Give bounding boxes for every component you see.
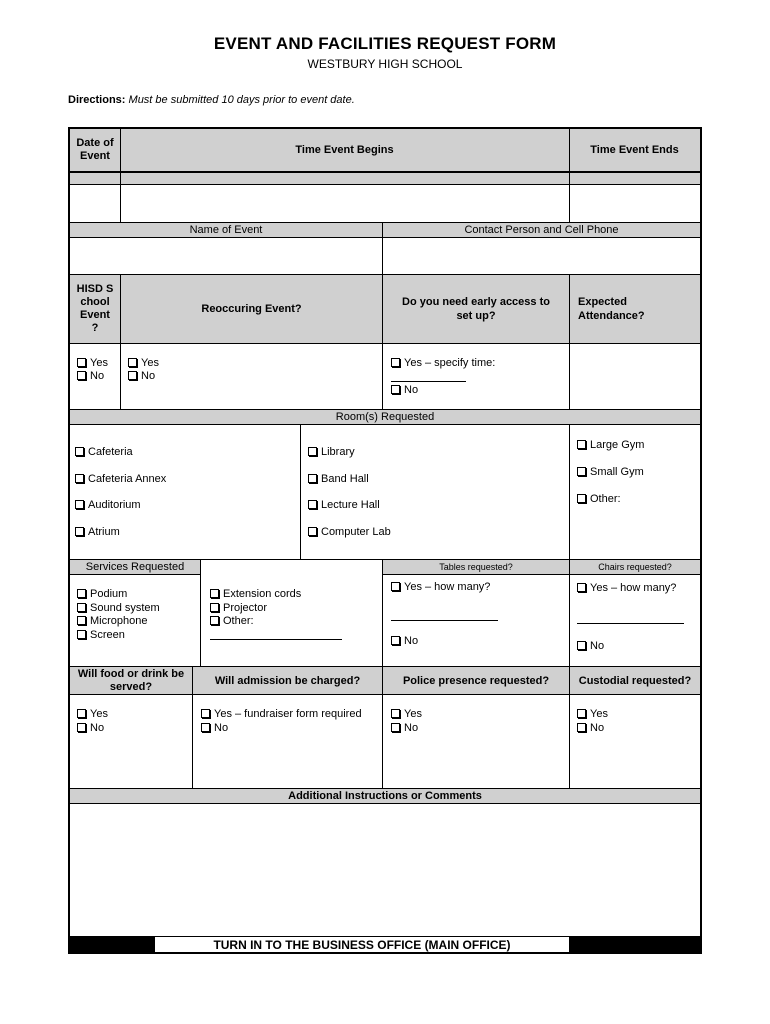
checkbox-icon[interactable] [75, 474, 84, 483]
attendance-field[interactable] [570, 344, 700, 409]
room-lecture-hall[interactable]: Lecture Hall [308, 499, 380, 512]
rule [70, 424, 700, 425]
checkbox-icon[interactable] [577, 709, 586, 718]
checkbox-icon[interactable] [308, 474, 317, 483]
admission-no-option[interactable]: No [201, 722, 228, 735]
rule [70, 574, 200, 575]
rule [120, 129, 121, 222]
rule [382, 666, 383, 788]
custodial-no-option[interactable]: No [577, 722, 604, 735]
checkbox-icon[interactable] [77, 603, 86, 612]
rule [70, 343, 700, 344]
service-other-blank-line[interactable] [210, 639, 342, 640]
checkbox-icon[interactable] [201, 709, 210, 718]
checkbox-icon[interactable] [77, 723, 86, 732]
room-band-hall[interactable]: Band Hall [308, 473, 369, 486]
date-field[interactable] [70, 185, 120, 222]
rule [70, 694, 700, 695]
rule [70, 803, 700, 804]
rule [192, 666, 193, 788]
checkbox-icon[interactable] [77, 358, 86, 367]
police-yes-option[interactable]: Yes [391, 708, 422, 721]
service-sound-system[interactable]: Sound system [77, 602, 160, 615]
early-access-yes-option[interactable]: Yes – specify time: [391, 357, 495, 370]
comments-header: Additional Instructions or Comments [70, 789, 700, 803]
rule [200, 559, 201, 666]
rule [70, 409, 700, 410]
chairs-yes-option[interactable]: Yes – how many? [577, 582, 676, 595]
room-large-gym[interactable]: Large Gym [577, 439, 644, 452]
attendance-header: Expected Attendance? [570, 275, 700, 343]
rule [120, 274, 121, 409]
rule [569, 424, 570, 559]
service-screen[interactable]: Screen [77, 629, 125, 642]
checkbox-icon[interactable] [391, 582, 400, 591]
room-computer-lab[interactable]: Computer Lab [308, 526, 391, 539]
comments-field[interactable] [70, 804, 700, 936]
custodial-header: Custodial requested? [570, 667, 700, 694]
room-atrium[interactable]: Atrium [75, 526, 120, 539]
checkbox-icon[interactable] [75, 447, 84, 456]
checkbox-icon[interactable] [391, 723, 400, 732]
rule [382, 559, 383, 666]
event-name-field[interactable] [70, 238, 382, 274]
checkbox-icon[interactable] [201, 723, 210, 732]
rule [569, 666, 570, 788]
checkbox-icon[interactable] [577, 494, 586, 503]
checkbox-icon[interactable] [77, 709, 86, 718]
admission-header: Will admission be charged? [193, 667, 382, 694]
chairs-no-option[interactable]: No [577, 640, 604, 653]
checkbox-icon[interactable] [210, 603, 219, 612]
directions-text: Must be submitted 10 days prior to event date. [128, 94, 355, 106]
checkbox-icon[interactable] [577, 583, 586, 592]
tables-header: Tables requested? [383, 560, 569, 574]
early-access-no-option[interactable]: No [391, 384, 418, 397]
rule [70, 222, 700, 223]
chairs-count-blank-line[interactable] [577, 623, 684, 624]
rule [70, 184, 700, 185]
rooms-header: Room(s) Requested [70, 410, 700, 424]
rule [382, 222, 383, 274]
room-cafeteria[interactable]: Cafeteria [75, 446, 133, 459]
rule [569, 129, 570, 222]
chairs-header: Chairs requested? [570, 560, 700, 574]
date-header: Date of Event [70, 129, 120, 171]
contact-field[interactable] [383, 238, 700, 274]
food-header: Will food or drink be served? [70, 667, 192, 694]
tables-yes-option[interactable]: Yes – how many? [391, 581, 490, 594]
service-podium[interactable]: Podium [77, 588, 127, 601]
rule [70, 559, 700, 560]
tables-count-blank-line[interactable] [391, 620, 498, 621]
rule [70, 666, 700, 667]
food-yes-option[interactable]: Yes [77, 708, 108, 721]
gray-spacer-bar [70, 173, 700, 184]
checkbox-icon[interactable] [308, 447, 317, 456]
tables-no-option[interactable]: No [391, 635, 418, 648]
checkbox-icon[interactable] [77, 630, 86, 639]
checkbox-icon[interactable] [75, 500, 84, 509]
time-blank-line[interactable] [391, 381, 466, 382]
hisd-no-option[interactable]: No [77, 370, 104, 383]
checkbox-icon[interactable] [391, 385, 400, 394]
service-other[interactable]: Other: [210, 615, 254, 628]
checkbox-icon[interactable] [577, 467, 586, 476]
time-begins-header: Time Event Begins [120, 129, 569, 171]
checkbox-icon[interactable] [308, 527, 317, 536]
checkbox-icon[interactable] [77, 616, 86, 625]
footer-black-right [569, 937, 700, 952]
name-header: Name of Event [70, 223, 382, 237]
rule [569, 559, 570, 666]
rule [70, 788, 700, 789]
service-projector[interactable]: Projector [210, 602, 267, 615]
directions [68, 94, 355, 106]
police-header: Police presence requested? [383, 667, 569, 694]
rule [382, 274, 383, 409]
checkbox-icon[interactable] [391, 636, 400, 645]
service-extension-cords[interactable]: Extension cords [210, 588, 301, 601]
rule [70, 936, 700, 937]
rule [70, 237, 700, 238]
rule [70, 171, 700, 173]
time-ends-header: Time Event Ends [569, 129, 700, 171]
early-access-header: Do you need early access to set up? [383, 275, 569, 343]
food-no-option[interactable]: No [77, 722, 104, 735]
checkbox-icon[interactable] [75, 527, 84, 536]
room-other[interactable]: Other: [577, 493, 621, 506]
checkbox-icon[interactable] [210, 616, 219, 625]
room-cafeteria-annex[interactable]: Cafeteria Annex [75, 473, 166, 486]
directions-label: Directions: [68, 94, 126, 106]
admission-yes-option[interactable]: Yes – fundraiser form required [201, 708, 362, 721]
reoccuring-header: Reoccuring Event? [121, 275, 382, 343]
hisd-header: HISD School Event ? [70, 275, 120, 343]
checkbox-icon[interactable] [77, 589, 86, 598]
footer-instruction: TURN IN TO THE BUSINESS OFFICE (MAIN OFFICE) [213, 937, 511, 952]
checkbox-icon[interactable] [391, 358, 400, 367]
footer-black-left [70, 937, 155, 952]
service-microphone[interactable]: Microphone [77, 615, 147, 628]
checkbox-icon[interactable] [577, 641, 586, 650]
school-name: WESTBURY HIGH SCHOOL [307, 57, 463, 71]
checkbox-icon[interactable] [128, 358, 137, 367]
police-no-option[interactable]: No [391, 722, 418, 735]
reoccuring-no-option[interactable]: No [128, 370, 155, 383]
services-header: Services Requested [70, 560, 200, 574]
room-auditorium[interactable]: Auditorium [75, 499, 141, 512]
room-library[interactable]: Library [308, 446, 355, 459]
room-small-gym[interactable]: Small Gym [577, 466, 644, 479]
time-begins-field[interactable] [121, 185, 569, 222]
checkbox-icon[interactable] [210, 589, 219, 598]
contact-header: Contact Person and Cell Phone [383, 223, 700, 237]
custodial-yes-option[interactable]: Yes [577, 708, 608, 721]
rule [383, 574, 700, 575]
checkbox-icon[interactable] [77, 371, 86, 380]
rule [70, 274, 700, 275]
checkbox-icon[interactable] [128, 371, 137, 380]
checkbox-icon[interactable] [577, 723, 586, 732]
checkbox-icon[interactable] [308, 500, 317, 509]
checkbox-icon[interactable] [577, 440, 586, 449]
rule [569, 274, 570, 409]
rule [300, 424, 301, 559]
form-title: EVENT AND FACILITIES REQUEST FORM [213, 34, 557, 53]
hisd-yes-option[interactable]: Yes [77, 357, 108, 370]
time-ends-field[interactable] [570, 185, 700, 222]
checkbox-icon[interactable] [391, 709, 400, 718]
reoccuring-yes-option[interactable]: Yes [128, 357, 159, 370]
